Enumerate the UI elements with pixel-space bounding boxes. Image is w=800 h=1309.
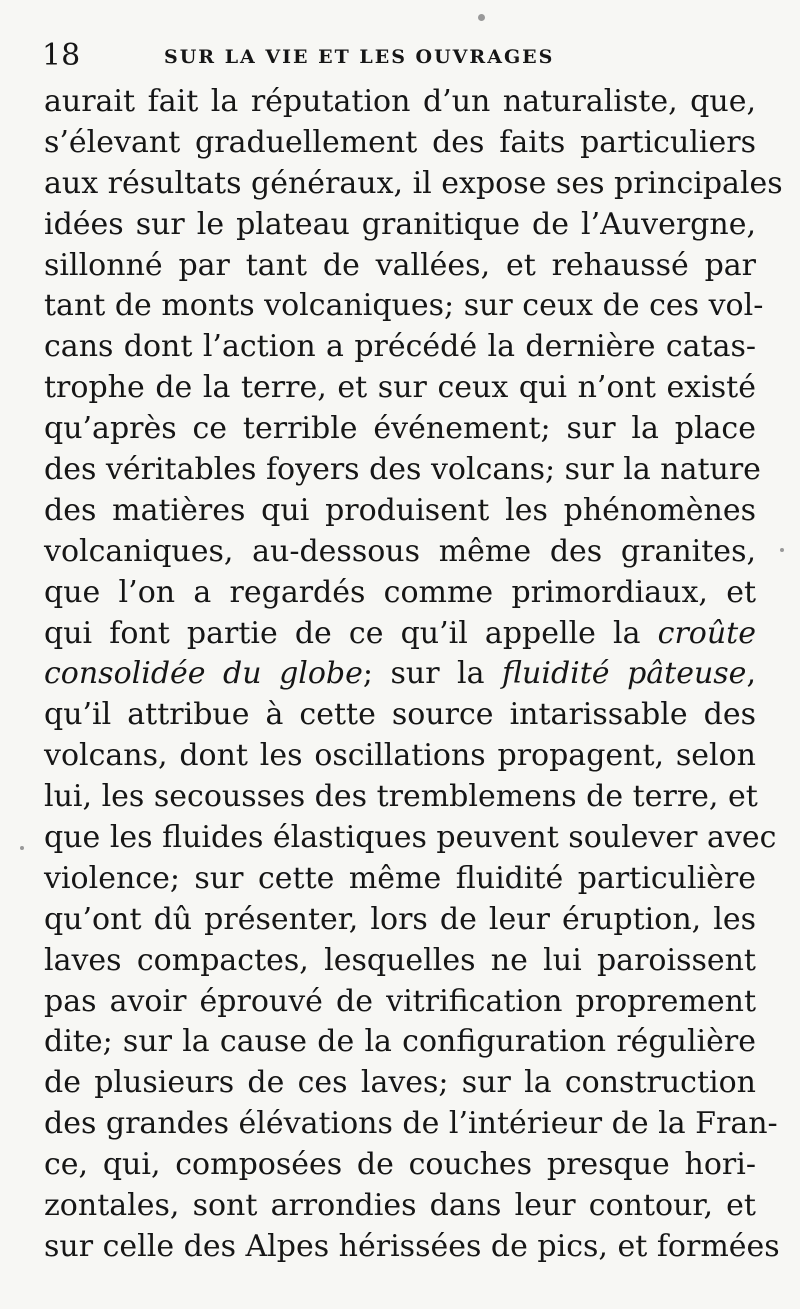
body-text [44, 82, 783, 1268]
text-line: qu’il attribue à cette source intarissable des [44, 697, 756, 733]
text-line: des matières qui produisent les phénomènes [44, 492, 756, 528]
running-head [42, 38, 762, 74]
text-line: lui, les secousses des tremblemens de terre, et [44, 779, 758, 815]
text-line: idées sur le plateau granitique de l’Auvergne, [44, 206, 756, 242]
text-line: violence; sur cette même fluidité particulière [44, 860, 756, 896]
text-line: sillonné par tant de vallées, et rehaussé par [44, 247, 756, 283]
text-line: ce, qui, composées de couches presque hori- [44, 1147, 756, 1183]
italic-segment: croûte [657, 615, 756, 651]
paper-speck [780, 548, 784, 552]
text-line: que les fluides élastiques peuvent soulever avec [44, 820, 777, 856]
text-line: tant de monts volcaniques; sur ceux de ces vol- [44, 288, 764, 324]
text-line: de plusieurs de ces laves; sur la construction [44, 1065, 756, 1101]
page-number: 18 [42, 38, 81, 73]
text-line: laves compactes, lesquelles ne lui paroissent [44, 942, 756, 978]
text-line-with-italic [44, 614, 756, 655]
text-line: trophe de la terre, et sur ceux qui n’ont existé [44, 370, 756, 406]
text-line: sur celle des Alpes hérissées de pics, et formées [44, 1228, 780, 1264]
text-line: que l’on a regardés comme primordiaux, et [44, 574, 756, 610]
italic-segment: consolidée du globe [44, 656, 363, 692]
paper-speck [20, 846, 24, 850]
text-line: qu’ont dû présenter, lors de leur éruption, les [44, 901, 756, 937]
text-segment: qui font partie de ce qu’il appelle la [44, 615, 641, 651]
text-line: s’élevant graduellement des faits particuliers [44, 124, 756, 160]
text-line: zontales, sont arrondies dans leur contour, et [44, 1188, 756, 1224]
text-line: aux résultats généraux, il expose ses principales [44, 165, 783, 201]
text-segment: , [746, 656, 756, 692]
text-line: cans dont l’action a précédé la dernière catas- [44, 329, 756, 365]
text-line: dite; sur la cause de la configuration régulière [44, 1024, 756, 1060]
text-line: qu’après ce terrible événement; sur la place [44, 411, 756, 447]
text-line: volcans, dont les oscillations propagent, selon [44, 738, 756, 774]
running-title: SUR LA VIE ET LES OUVRAGES [164, 46, 555, 68]
text-line: pas avoir éprouvé de vitrification proprement [44, 983, 756, 1019]
text-line: des grandes élévations de l’intérieur de la Fran- [44, 1106, 778, 1142]
text-line: volcaniques, au-dessous même des granites, [44, 533, 756, 569]
paper-speck [478, 14, 485, 21]
text-segment: ; sur la [362, 656, 503, 692]
text-line: des véritables foyers des volcans; sur la nature [44, 452, 761, 488]
text-line-with-italic [44, 654, 756, 695]
text-line: aurait fait la réputation d’un naturaliste, que, [44, 84, 756, 119]
italic-segment: fluidité pâteuse [502, 656, 747, 692]
